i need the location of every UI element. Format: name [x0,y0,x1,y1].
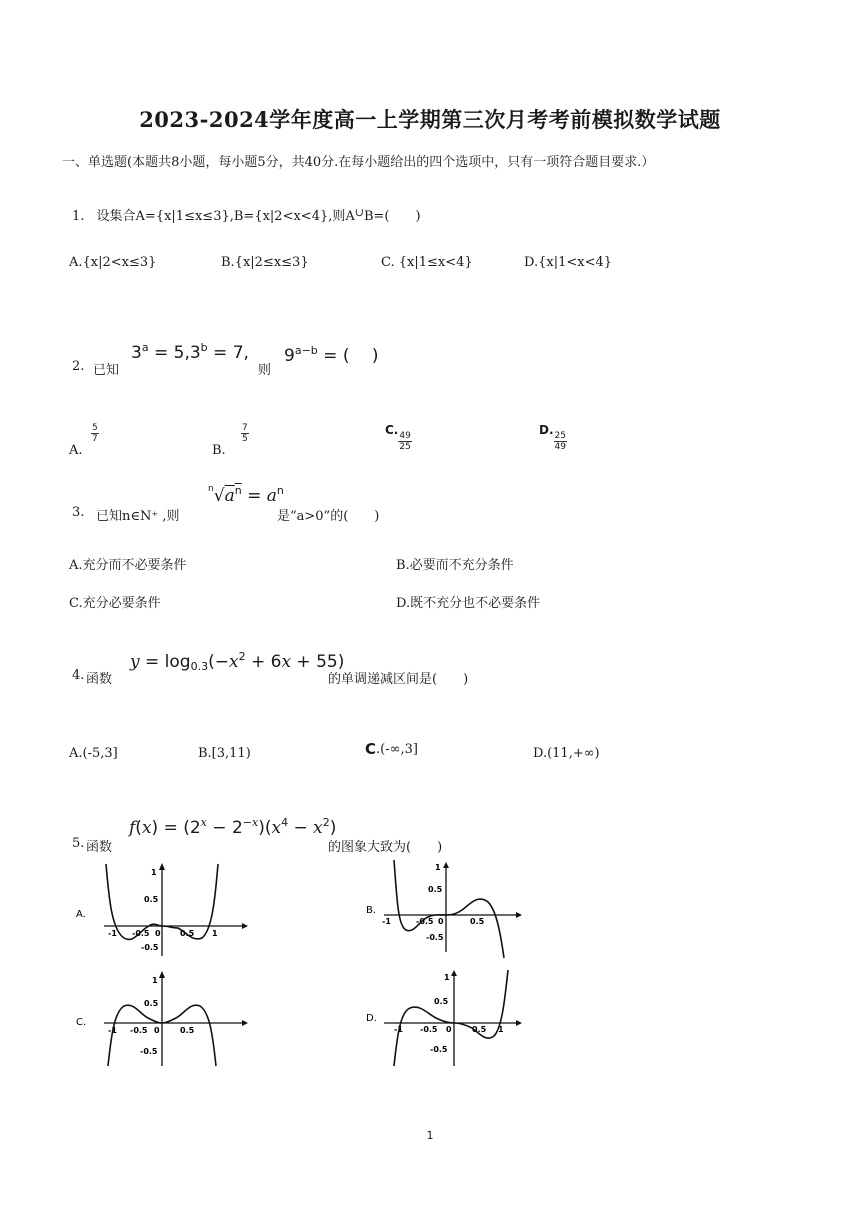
svg-text:0: 0 [446,1025,452,1034]
q5-math: $f(x) = (2^x - 2^{-x})(x^4 - x^2)$ [129,816,337,838]
svg-text:0.5: 0.5 [470,917,485,926]
q4-option-d[interactable]: D.(11,+∞) [533,746,600,761]
section-heading: 一、单选题(本题共8小题，每小题5分，共40分.在每小题给出的四个选项中，只有一项符合题目要求.） [62,155,655,170]
q4-option-c[interactable]: C.(-∞,3] [365,740,418,758]
fraction: $\frac{5}{7}$ [92,423,98,444]
graph-label: D. [366,1013,377,1024]
q1-option-a[interactable]: A.{x|2<x≤3} [69,255,157,270]
graph-label: B. [366,905,377,916]
svg-text:0.5: 0.5 [434,997,449,1006]
svg-text:-0.5: -0.5 [420,1025,438,1034]
q3-option-a[interactable]: A.充分而不必要条件 [69,558,187,573]
question-number: 1. [72,209,85,224]
q3-option-c[interactable]: C.充分必要条件 [69,596,161,611]
page-title: 2023-2024学年度高一上学期第三次月考考前模拟数学试题 [139,107,721,132]
q2-number: 2. [72,359,85,374]
svg-text:0: 0 [154,1026,160,1035]
svg-text:1: 1 [212,929,218,938]
q3-stem-end: 是“a>0”的( ) [277,509,380,524]
graph-option-b[interactable] [364,860,544,960]
q4-option-a[interactable]: A.(-5,3] [69,746,118,761]
svg-text:-1: -1 [382,917,391,926]
graph-label: A. [76,909,86,920]
question-1 [72,205,421,224]
svg-text:0: 0 [438,917,444,926]
svg-text:1: 1 [444,973,450,982]
svg-text:-1: -1 [108,929,117,938]
fraction: $\frac{25}{49}$ [554,431,566,452]
svg-text:-0.5: -0.5 [426,933,444,942]
q2-math-ask: $9^{a-b}$ = ( ) [284,344,379,366]
q3-stem: 已知n∈N⁺ ,则 [96,509,180,524]
page-number: 1 [426,1129,434,1142]
graph-option-a[interactable] [74,860,254,960]
q4-stem: 函数 [86,672,113,687]
svg-text:-0.5: -0.5 [430,1045,448,1054]
q2-option-c[interactable]: C. $\frac{49}{25}$ [385,423,411,452]
svg-text:-1: -1 [394,1025,403,1034]
q1-option-d[interactable]: D.{x|1<x<4} [524,255,613,270]
fraction: $\frac{49}{25}$ [399,431,411,452]
q4-math: $y = \log 0.3(-x^2 + 6x + 55)$ [130,650,345,673]
q5-number: 5. [72,836,85,851]
svg-text:0.5: 0.5 [180,1026,195,1035]
svg-text:-0.5: -0.5 [416,917,434,926]
svg-text:0: 0 [155,929,161,938]
svg-text:0.5: 0.5 [472,1025,487,1034]
q1-option-b[interactable]: B.{x|2≤x≤3} [221,255,309,270]
graph-option-c[interactable] [74,968,254,1068]
svg-text:0.5: 0.5 [180,929,195,938]
svg-text:0.5: 0.5 [144,999,159,1008]
svg-text:1: 1 [435,863,441,872]
q3-number: 3. [72,505,85,520]
svg-text:-0.5: -0.5 [140,1047,158,1056]
union-symbol: ∪ [354,206,364,219]
q2-then: 则 [258,363,272,378]
graph-label: C. [76,1017,87,1028]
question-stem-end: B=( ) [363,209,421,224]
svg-text:1: 1 [152,976,158,985]
q4-number: 4. [72,668,85,683]
svg-text:1: 1 [498,1025,504,1034]
graph-option-d[interactable] [364,968,544,1068]
q1-option-c[interactable]: C. {x|1≤x<4} [381,255,473,270]
q2-stem: 已知 [93,363,120,378]
q5-stem: 函数 [86,840,113,855]
q3-math: $^n√a^n = a^n$ [208,484,284,506]
q5-stem-end: 的图象大致为( ) [328,840,443,855]
q3-option-d[interactable]: D.既不充分也不必要条件 [396,596,541,611]
q3-option-b[interactable]: B.必要而不充分条件 [396,558,514,573]
question-stem: 设集合A={x|1≤x≤3},B={x|2<x<4},则A [96,209,355,224]
svg-text:-0.5: -0.5 [130,1026,148,1035]
q2-option-d[interactable]: D. $\frac{25}{49}$ [539,423,566,452]
q4-option-b[interactable]: B.[3,11) [198,746,251,761]
q4-stem-end: 的单调递减区间是( ) [328,672,469,687]
svg-text:-0.5: -0.5 [141,943,159,952]
svg-text:-0.5: -0.5 [132,929,150,938]
q2-math-given: $3^a = 5,3^b = 7$, [131,341,249,363]
svg-text:1: 1 [151,868,157,877]
svg-text:0.5: 0.5 [144,895,159,904]
svg-text:0.5: 0.5 [428,885,443,894]
fraction: $\frac{7}{5}$ [242,423,248,444]
svg-text:-1: -1 [108,1026,117,1035]
